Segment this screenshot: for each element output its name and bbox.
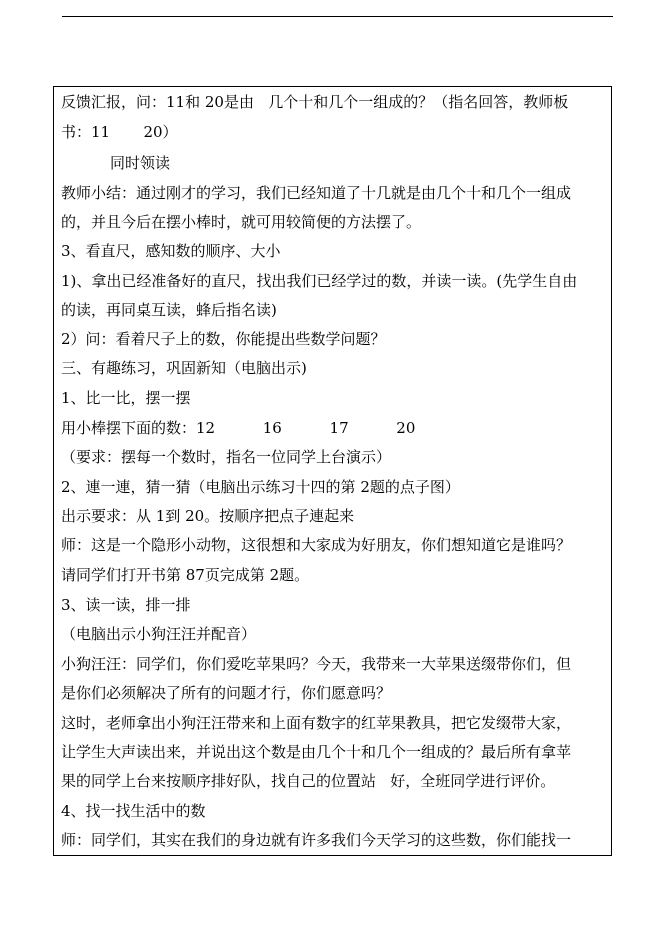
text-line: 反馈汇报，问：11和 20是由 几个十和几个一组成的？（指名回答，教师板 (61, 93, 569, 111)
text-line: 3、读一读，排一排 (61, 596, 191, 614)
text-line: 4、找一找生活中的数 (61, 802, 206, 820)
text-line: 三、有趣练习，巩固新知（电脑出示) (61, 359, 307, 377)
text-line: 小狗汪汪：同学们，你们爱吃苹果吗？今天，我带来一大苹果送缀带你们，但 (61, 655, 572, 673)
text-line: 是你们必须解决了所有的问题才行，你们愿意吗？ (61, 684, 392, 702)
text-line: 师：这是一个隐形小动物，这很想和大家成为好朋友，你们想知道它是谁吗？ (61, 536, 572, 554)
text-line: 3、看直尺，感知数的顺序、大小 (61, 242, 281, 260)
text-line: 这时，老师拿出小狗汪汪带来和上面有数字的红苹果教具，把它发缀带大家， (61, 714, 572, 732)
text-line: 的读，再同桌互读，蜂后指名读) (61, 301, 277, 319)
text-line: 用小棒摆下面的数：12 16 17 20 (61, 419, 416, 437)
text-line: 果的同学上台来按顺序排好队，找自己的位置站 好，全班同学进行评价。 (61, 772, 556, 790)
text-line: 同时领读 (110, 154, 171, 172)
header-rule (62, 16, 613, 17)
text-line: 师：同学们，其实在我们的身边就有许多我们今天学习的这些数，你们能找一 (61, 831, 572, 849)
text-line: 出示要求：从 1到 20。按顺序把点子連起来 (61, 507, 355, 525)
text-line: 的，并且今后在摆小棒时，就可用较简便的方法摆了。 (61, 213, 422, 231)
lesson-plan-box (53, 86, 612, 856)
text-line: （电脑出示小狗汪汪并配音） (61, 625, 257, 643)
text-line: 2）问：看着尺子上的数，你能提出些数学问题？ (61, 330, 386, 348)
text-line: （要求：摆每一个数时，指名一位同学上台演示） (61, 448, 392, 466)
text-line: 2、連一連，猜一猜（电脑出示练习十四的第 2题的点子图） (61, 478, 460, 496)
text-line: 1)、拿出已经准备好的直尺，找出我们已经学过的数，并读一读。(先学生自由 (61, 272, 578, 290)
text-line: 1、比一比，摆一摆 (61, 389, 191, 407)
text-line: 让学生大声读出来，并说出这个数是由几个十和几个一组成的？最后所有拿苹 (61, 743, 572, 761)
text-line: 书：11 20） (61, 123, 178, 141)
text-line: 请同学们打开书第 87页完成第 2题。 (61, 566, 310, 584)
text-line: 教师小结：通过刚才的学习，我们已经知道了十几就是由几个十和几个一组成 (61, 184, 572, 202)
